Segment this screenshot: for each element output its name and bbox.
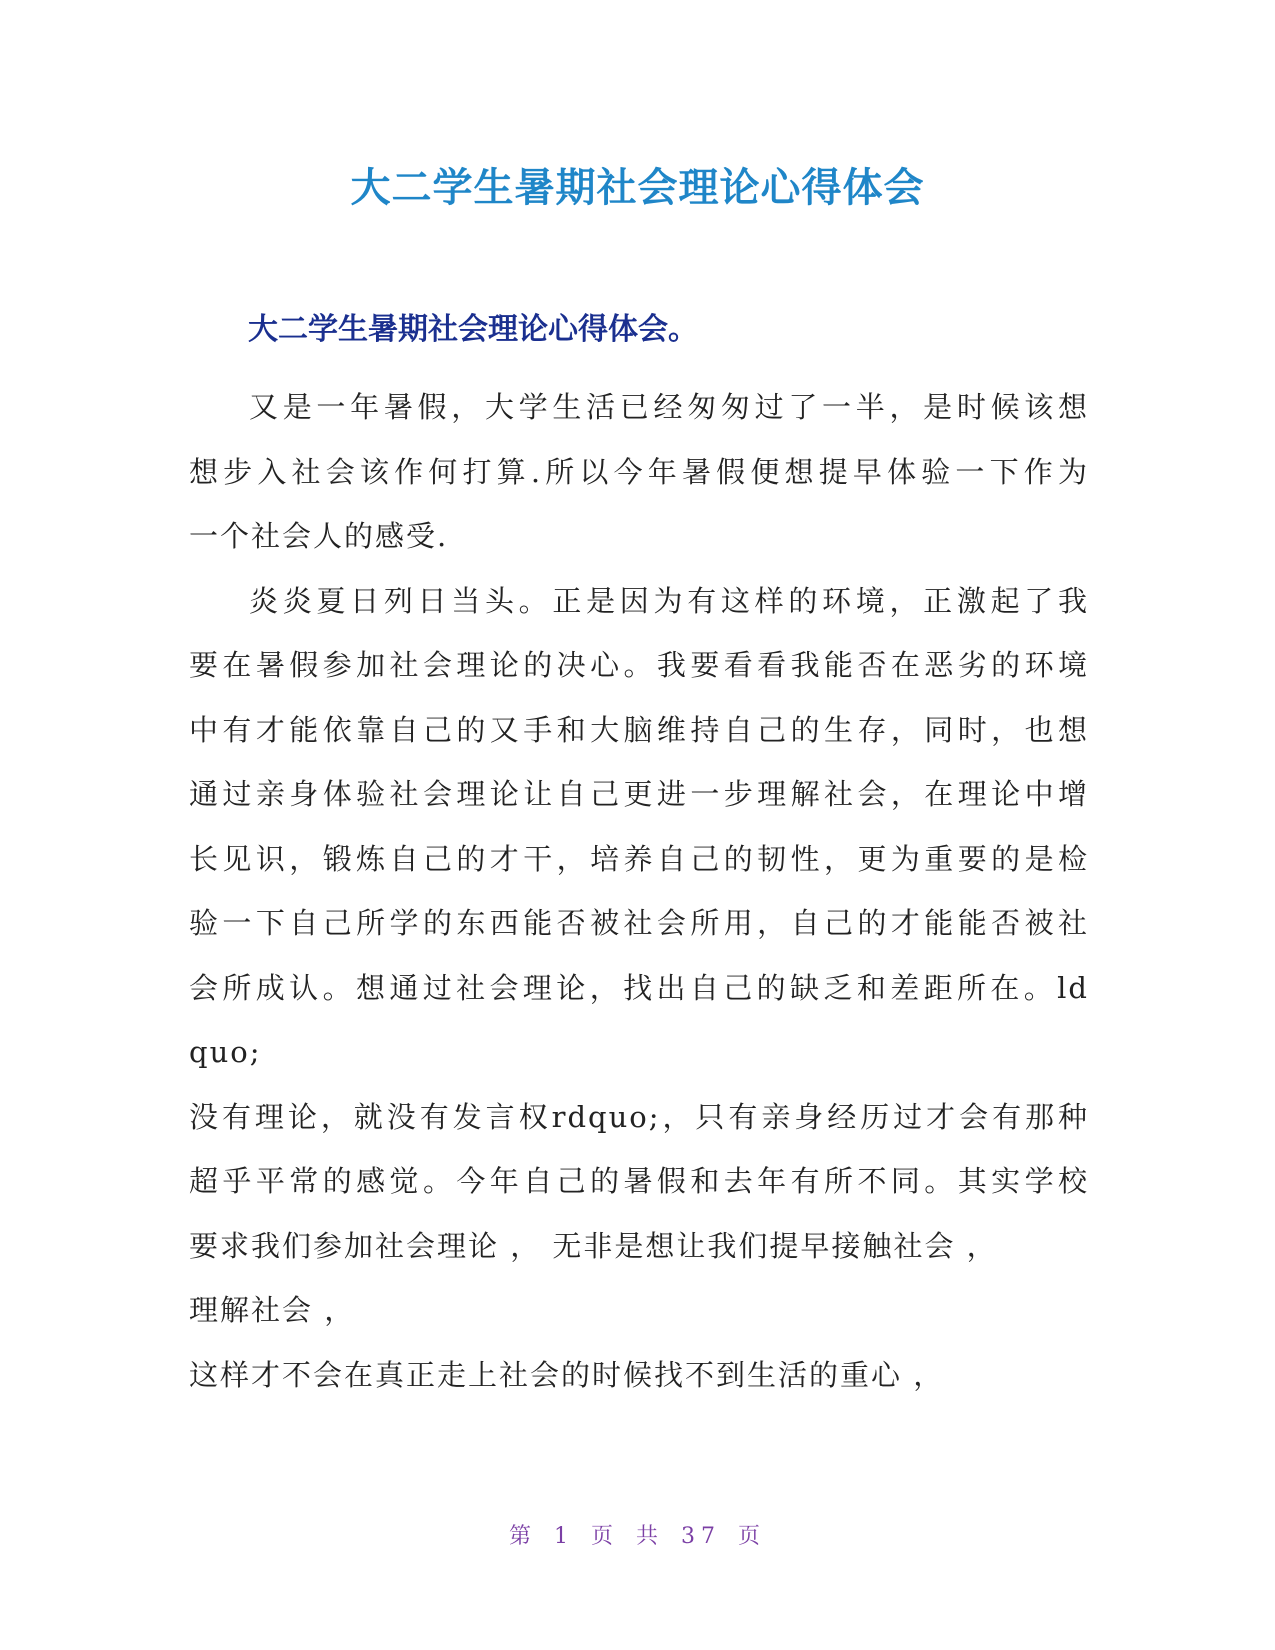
body-line: 要求我们参加社会理论 ， 无非是想让我们提早接触社会 ， [189,1228,998,1263]
body-line: 中有才能依靠自己的又手和大脑维持自己的生存，同时，也想 [189,712,1089,747]
body-line: 超乎平常的感觉。今年自己的暑假和去年有所不同。其实学校 [189,1164,1089,1198]
body-line: 通过亲身体验社会理论让自己更进一步理解社会，在理论中增 [189,777,1089,811]
page-number-footer: 第 1 页 共 37 页 [509,1524,766,1549]
body-line: 又是一年暑假，大学生活已经匆匆过了一半，是时候该想 [249,390,1089,424]
document-title: 大二学生暑期社会理论心得体会 [350,165,925,211]
body-line: 没有理论，就没有发言权rdquo;，只有亲身经历过才会有那种 [189,1099,1089,1134]
body-line: 要在暑假参加社会理论的决心。我要看看我能否在恶劣的环境 [189,648,1089,682]
document-body [189,375,1089,1407]
body-line: 会所成认。想通过社会理论，找出自己的缺乏和差距所在。ld [189,970,1089,1005]
body-line: 长见识，锻炼自己的才干，培养自己的韧性，更为重要的是检 [189,841,1089,876]
body-line: 验一下自己所学的东西能否被社会所用，自己的才能能否被社 [189,906,1089,940]
body-line: 想步入社会该作何打算.所以今年暑假便想提早体验一下作为 [189,454,1089,489]
body-line: 一个社会人的感受. [189,519,449,553]
body-line: 这样才不会在真正走上社会的时候找不到生活的重心 ， [189,1357,945,1392]
body-line: 炎炎夏日列日当头。正是因为有这样的环境，正激起了我 [249,583,1089,618]
body-line: 理解社会 ， [189,1293,356,1327]
body-line: quo; [189,1035,262,1069]
document-subtitle: 大二学生暑期社会理论心得体会。 [248,312,698,347]
